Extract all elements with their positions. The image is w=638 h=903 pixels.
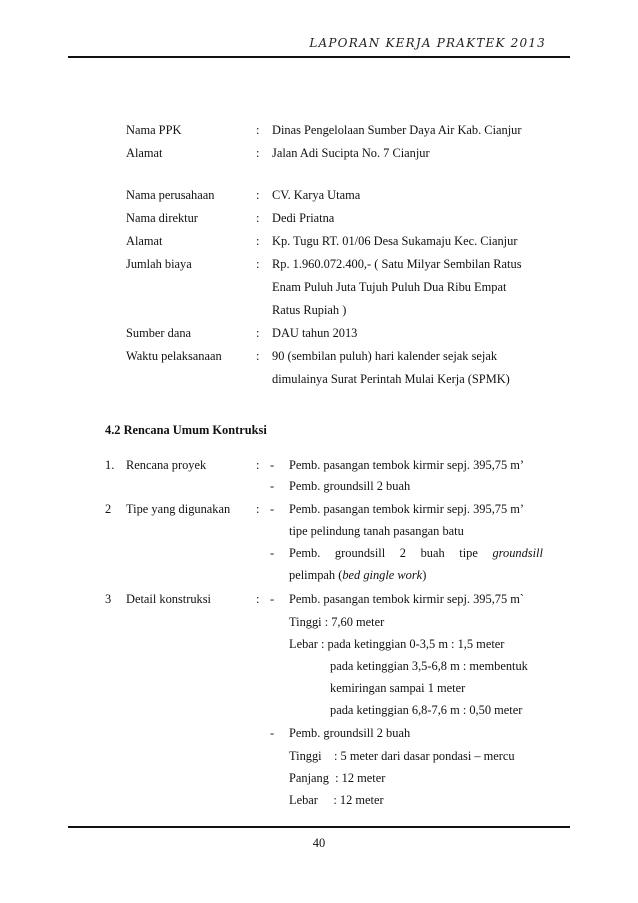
label-alamat-perusahaan: Alamat [126,234,163,248]
item-number: 3 [105,592,112,606]
value-waktu-line1: 90 (sembilan puluh) hari kalender sejak sejak [272,349,498,363]
label-sumber-dana: Sumber dana [126,326,192,340]
section-heading: 4.2 Rencana Umum Kontruksi [105,423,267,437]
colon: : [256,257,260,271]
groundsill-lebar: Lebar : 12 meter [289,793,384,807]
tipe-bullet2 [289,545,543,561]
detail-bullet2: Pemb. groundsill 2 buah [289,726,411,740]
item-number: 1. [105,458,115,472]
page-number: 40 [312,836,326,850]
bullet-dash: - [270,458,275,472]
value-nama-direktur: Dedi Priatna [272,211,335,225]
value-alamat-ppk: Jalan Adi Sucipta No. 7 Cianjur [272,146,430,160]
word: tipe [459,546,478,560]
value-alamat-perusahaan: Kp. Tugu RT. 01/06 Desa Sukamaju Kec. Cianjur [272,234,518,248]
word: groundsill [334,546,386,560]
colon: : [256,458,260,472]
word: Pemb. [289,546,321,560]
text-italic: bed gingle work [342,568,423,582]
bullet-dash: - [270,726,275,740]
groundsill-tinggi: Tinggi : 5 meter dari dasar pondasi – mercu [289,749,515,763]
detail-lebar3: kemiringan sampai 1 meter [330,681,466,695]
colon: : [256,349,260,363]
colon: : [256,211,260,225]
colon: : [256,123,260,137]
value-nama-ppk: Dinas Pengelolaan Sumber Daya Air Kab. Cianjur [272,123,522,137]
word-italic: groundsill [492,546,543,560]
bullet-dash: - [270,546,275,560]
bullet-dash: - [270,502,275,516]
label-nama-perusahaan: Nama perusahaan [126,188,215,202]
header-rule [68,56,570,58]
detail-bullet1: Pemb. pasangan tembok kirmir sepj. 395,75 m` [289,592,525,606]
label-nama-direktur: Nama direktur [126,211,198,225]
header-title: LAPORAN KERJA PRAKTEK 2013 [309,36,546,50]
colon: : [256,234,260,248]
tipe-bullet1-cont: tipe pelindung tanah pasangan batu [289,524,464,538]
value-waktu-line2: dimulainya Surat Perintah Mulai Kerja (SPMK) [272,372,510,386]
item-label-rencana: Rencana proyek [126,458,207,472]
label-alamat-ppk: Alamat [126,146,163,160]
word: 2 [399,546,406,560]
detail-lebar4: pada ketinggian 6,8-7,6 m : 0,50 meter [330,703,523,717]
colon: : [256,326,260,340]
word: buah [420,546,445,560]
value-jumlah-biaya-line1: Rp. 1.960.072.400,- ( Satu Milyar Sembilan Ratus [272,257,522,271]
text: pelimpah ( [289,568,343,582]
value-sumber-dana: DAU tahun 2013 [272,326,358,340]
value-jumlah-biaya-line2: Enam Puluh Juta Tujuh Puluh Dua Ribu Empat [272,280,507,294]
value-nama-perusahaan: CV. Karya Utama [272,188,361,202]
item-label-tipe: Tipe yang digunakan [126,502,231,516]
label-nama-ppk: Nama PPK [126,123,182,137]
footer-rule [68,826,570,828]
colon: : [256,502,260,516]
bullet-dash: - [270,479,275,493]
colon: : [256,188,260,202]
item-label-detail: Detail konstruksi [126,592,212,606]
detail-lebar2: pada ketinggian 3,5-6,8 m : membentuk [330,659,528,673]
item-number: 2 [105,502,112,516]
rencana-bullet2: Pemb. groundsill 2 buah [289,479,411,493]
colon: : [256,592,260,606]
value-jumlah-biaya-line3: Ratus Rupiah ) [272,303,347,317]
bullet-dash: - [270,592,275,606]
groundsill-panjang: Panjang : 12 meter [289,771,386,785]
label-jumlah-biaya: Jumlah biaya [126,257,192,271]
text: ) [422,568,427,582]
label-waktu-pelaksanaan: Waktu pelaksanaan [126,349,222,363]
tipe-bullet1: Pemb. pasangan tembok kirmir sepj. 395,75 m’ [289,502,525,516]
tipe-bullet2-cont [289,567,426,583]
detail-tinggi: Tinggi : 7,60 meter [289,615,385,629]
rencana-bullet1: Pemb. pasangan tembok kirmir sepj. 395,75 m’ [289,458,525,472]
colon: : [256,146,260,160]
detail-lebar: Lebar : pada ketinggian 0-3,5 m : 1,5 meter [289,637,505,651]
